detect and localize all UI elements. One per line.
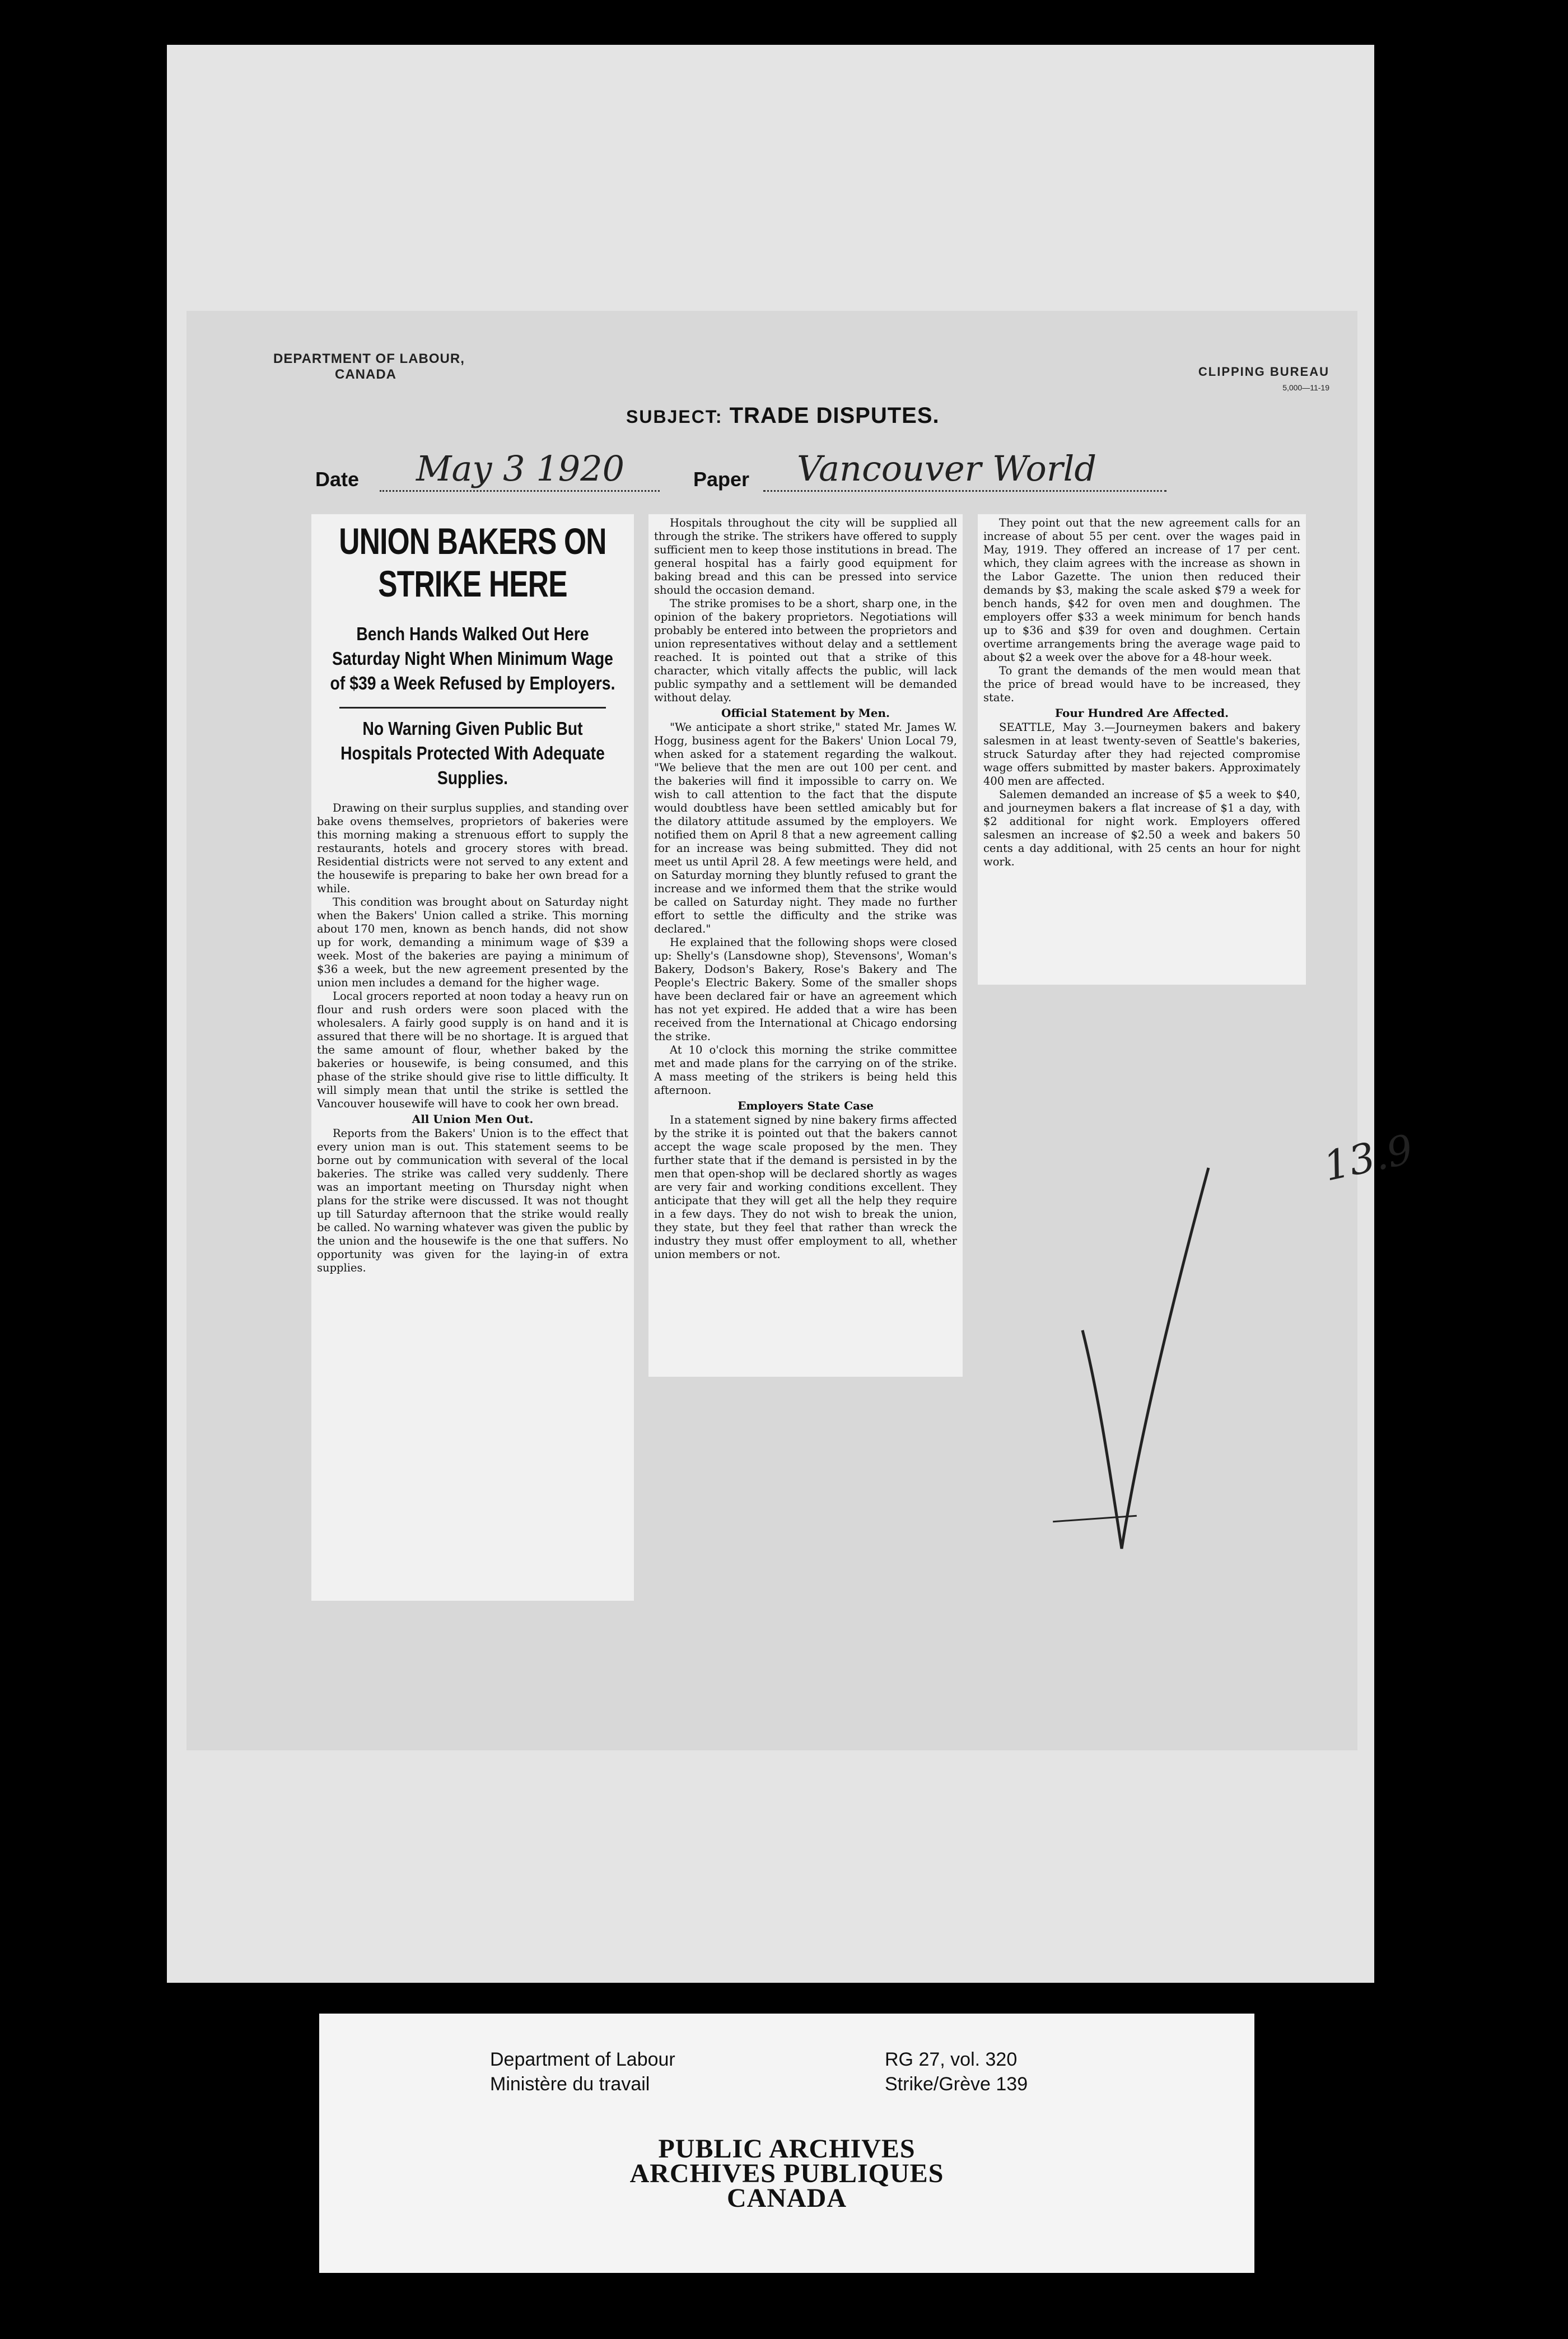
article-column-1	[311, 514, 634, 1601]
article-headline: UNION BAKERS ON STRIKE HERE	[339, 520, 606, 604]
column-3-body	[983, 516, 1300, 869]
form-number: 5,000—11-19	[1282, 383, 1329, 392]
subheading: Four Hundred Are Affected.	[1054, 706, 1229, 720]
article-deck-1: Bench Hands Walked Out Here Saturday Night When Minimum Wage of $39 a Week Refused by Employers.	[330, 623, 615, 693]
column-2-body	[654, 516, 957, 1261]
article-column-3	[978, 514, 1306, 985]
stamp-left-line-1: Department of Labour	[490, 2049, 675, 2070]
paper-underline	[763, 490, 1166, 492]
paragraph: At 10 o'clock this morning the strike committee met and made plans for the carrying on of the strike. A mass meeting of the strikers is being held this afternoon.	[654, 1043, 957, 1097]
department-line-2: CANADA	[335, 367, 396, 382]
pencil-check-mark-icon	[1077, 1162, 1211, 1554]
clipping-bureau-header	[1198, 364, 1329, 395]
paragraph: Reports from the Bakers' Union is to the effect that every union man is out. This statement seems to be borne out by communication with several of the local bakeries. The strike was called very suddenly. There was an important meeting on Thursday night when plans for the strike were discussed. It was not thought up till Saturday afternoon that the strike would really be called. No warning whatever was given the public by the union and the housewife is the one that suffers. No opportunity was given for the laying-in of extra supplies.	[317, 1127, 628, 1274]
clipping-sheet	[186, 311, 1417, 1750]
article-column-2	[648, 514, 963, 1377]
paragraph: The strike promises to be a short, sharp one, in the opinion of the bakery proprietors. Negotiations will probably be entered into between the proprietors and union representatives without delay and a settlement reached. It is pointed out that a strike of this character, which vitally affects the public, will lack public sympathy and a settlement will be demanded without delay.	[654, 597, 957, 704]
date-value: May 3 1920	[416, 448, 625, 489]
paragraph: Salemen demanded an increase of $5 a week to $40, and journeymen bakers a flat increase of $1 a day, with $2 additional for night work. Employers offered salesmen an increase of $2.50 a week and bakers 50 cents a day additional, with 25 cents an hour for night work.	[983, 788, 1300, 868]
paper-label: Paper	[693, 468, 750, 491]
subheading: Employers State Case	[738, 1099, 874, 1112]
pencil-annotation-number: 13.9	[1319, 1125, 1417, 1190]
bureau-label: CLIPPING BUREAU	[1198, 365, 1329, 379]
stamp-right-line-2: Strike/Grève 139	[885, 2074, 1028, 2095]
paragraph: Drawing on their surplus supplies, and standing over bake ovens themselves, proprietors of bakeries were this morning making a strenuous effort to supply the restaurants, hotels and grocery stores with bread. Residential districts were not served to any extent and the housewife is preparing to bake her own bread for a while.	[317, 802, 628, 895]
stamp-big-line-2: ARCHIVES PUBLIQUES	[629, 2159, 944, 2188]
deck-rule	[339, 707, 606, 709]
stamp-right-line-1: RG 27, vol. 320	[885, 2049, 1018, 2070]
paper-value: Vancouver World	[797, 448, 1097, 489]
paragraph: Hospitals throughout the city will be supplied all through the strike. The strikers have offered to supply sufficient men to keep those institutions in bread. The general hospital has a fairly good equipment for baking bread and this can be pressed into service should the occasion demand.	[654, 516, 957, 597]
paragraph: Local grocers reported at noon today a heavy run on flour and rush orders were soon placed with the wholesalers. A fairly good supply is on hand and it is assured that there will be no shortage. It is argued that the same amount of flour, whether baked by the bakeries or housewife, is being consumed, and this phase of the strike should give rise to little difficulty. It will simply mean that until the strike is settled the Vancouver housewife will have to cook her own bread.	[317, 990, 628, 1110]
paragraph: To grant the demands of the men would mean that the price of bread would have to be increased, they state.	[983, 664, 1300, 704]
subject-line	[626, 403, 940, 428]
subheading: All Union Men Out.	[412, 1112, 534, 1126]
paragraph: They point out that the new agreement calls for an increase of about 55 per cent. over the wages paid in May, 1919. They offered an increase of 17 per cent. which, they claim agrees with the increase as shown in the Labor Gazette. The union then reduced their demands by $3, making the scale asked $79 a week for bench hands, $42 for oven men and doughmen. The employers offer $33 a week minimum for bench hands up to $36 and $39 for oven and doughmen. Certain overtime arrangements bring the average wage paid to about $2 a week over the above for a 48-hour week.	[983, 516, 1300, 664]
department-line-1: DEPARTMENT OF LABOUR,	[273, 351, 465, 366]
paragraph: "We anticipate a short strike," stated Mr. James W. Hogg, business agent for the Bakers' Union Local 79, when asked for a statement regarding the walkout. "We believe that the men are out 100 per cent. and the bakeries will find it impossible to carry on. We wish to call attention to the fact that the dispute would doubtless have been settled amicably but for the dilatory attitude assumed by the employers. We notified them on April 8 that a new agreement calling for an increase was being submitted. They did not meet us until April 28. A few meetings were held, and on Saturday morning they bluntly refused to grant the increase and we informed them that the strike would be called on Saturday night. They made no further effort to settle the difficulty and the strike was declared."	[654, 721, 957, 935]
stamp-big-line-3: CANADA	[727, 2183, 847, 2213]
paragraph: He explained that the following shops were closed up: Shelly's (Lansdowne shop), Stevensons', Woman's Bakery, Dodson's Bakery, Rose's Bakery and The People's Electric Bakery. Some of the smaller shops have been declared fair or have an agreement which has not yet expired. He added that a wire has been received from the International at Chicago endorsing the strike.	[654, 936, 957, 1043]
date-underline	[380, 490, 660, 492]
paragraph: In a statement signed by nine bakery firms affected by the strike it is pointed out that the bakers cannot accept the wage scale proposed by the men. They further state that if the demand is persisted in by the men that open-shop will be declared shortly as wages are very fair and working conditions excellent. They anticipate that they will get all the help they require in a few days. They do not wish to break the union, they state, but they feel that rather than wreck the industry they must offer employment to all, whether union members or not.	[654, 1113, 957, 1261]
archive-stamp-title	[319, 2134, 1254, 2213]
date-label: Date	[315, 468, 360, 491]
subject-value: TRADE DISPUTES.	[729, 403, 940, 428]
column-1-body	[317, 802, 628, 1275]
stamp-left-line-2: Ministère du travail	[490, 2074, 650, 2095]
article-deck-2: No Warning Given Public But Hospitals Protected With Adequate Supplies.	[340, 718, 605, 788]
stamp-big-line-1: PUBLIC ARCHIVES	[658, 2134, 916, 2164]
archive-stamp-department	[490, 2047, 675, 2096]
subject-label: SUBJECT:	[626, 407, 723, 427]
department-header	[273, 351, 465, 383]
subheading: Official Statement by Men.	[721, 706, 890, 720]
archive-stamp-reference	[885, 2047, 1028, 2096]
paragraph: SEATTLE, May 3.—Journeymen bakers and bakery salesmen in at least twenty-seven of Seattle's bakeries, struck Saturday after they had rejected compromise wage offers submitted by master bakers. Approximately 400 men are affected.	[983, 721, 1300, 788]
paragraph: This condition was brought about on Saturday night when the Bakers' Union called a strike. This morning about 170 men, known as bench hands, did not show up for work, demanding a minimum wage of $39 a week. Most of the bakeries are paying a minimum of $36 a week, but the new agreement presented by the union men includes a demand for the higher wage.	[317, 896, 628, 989]
